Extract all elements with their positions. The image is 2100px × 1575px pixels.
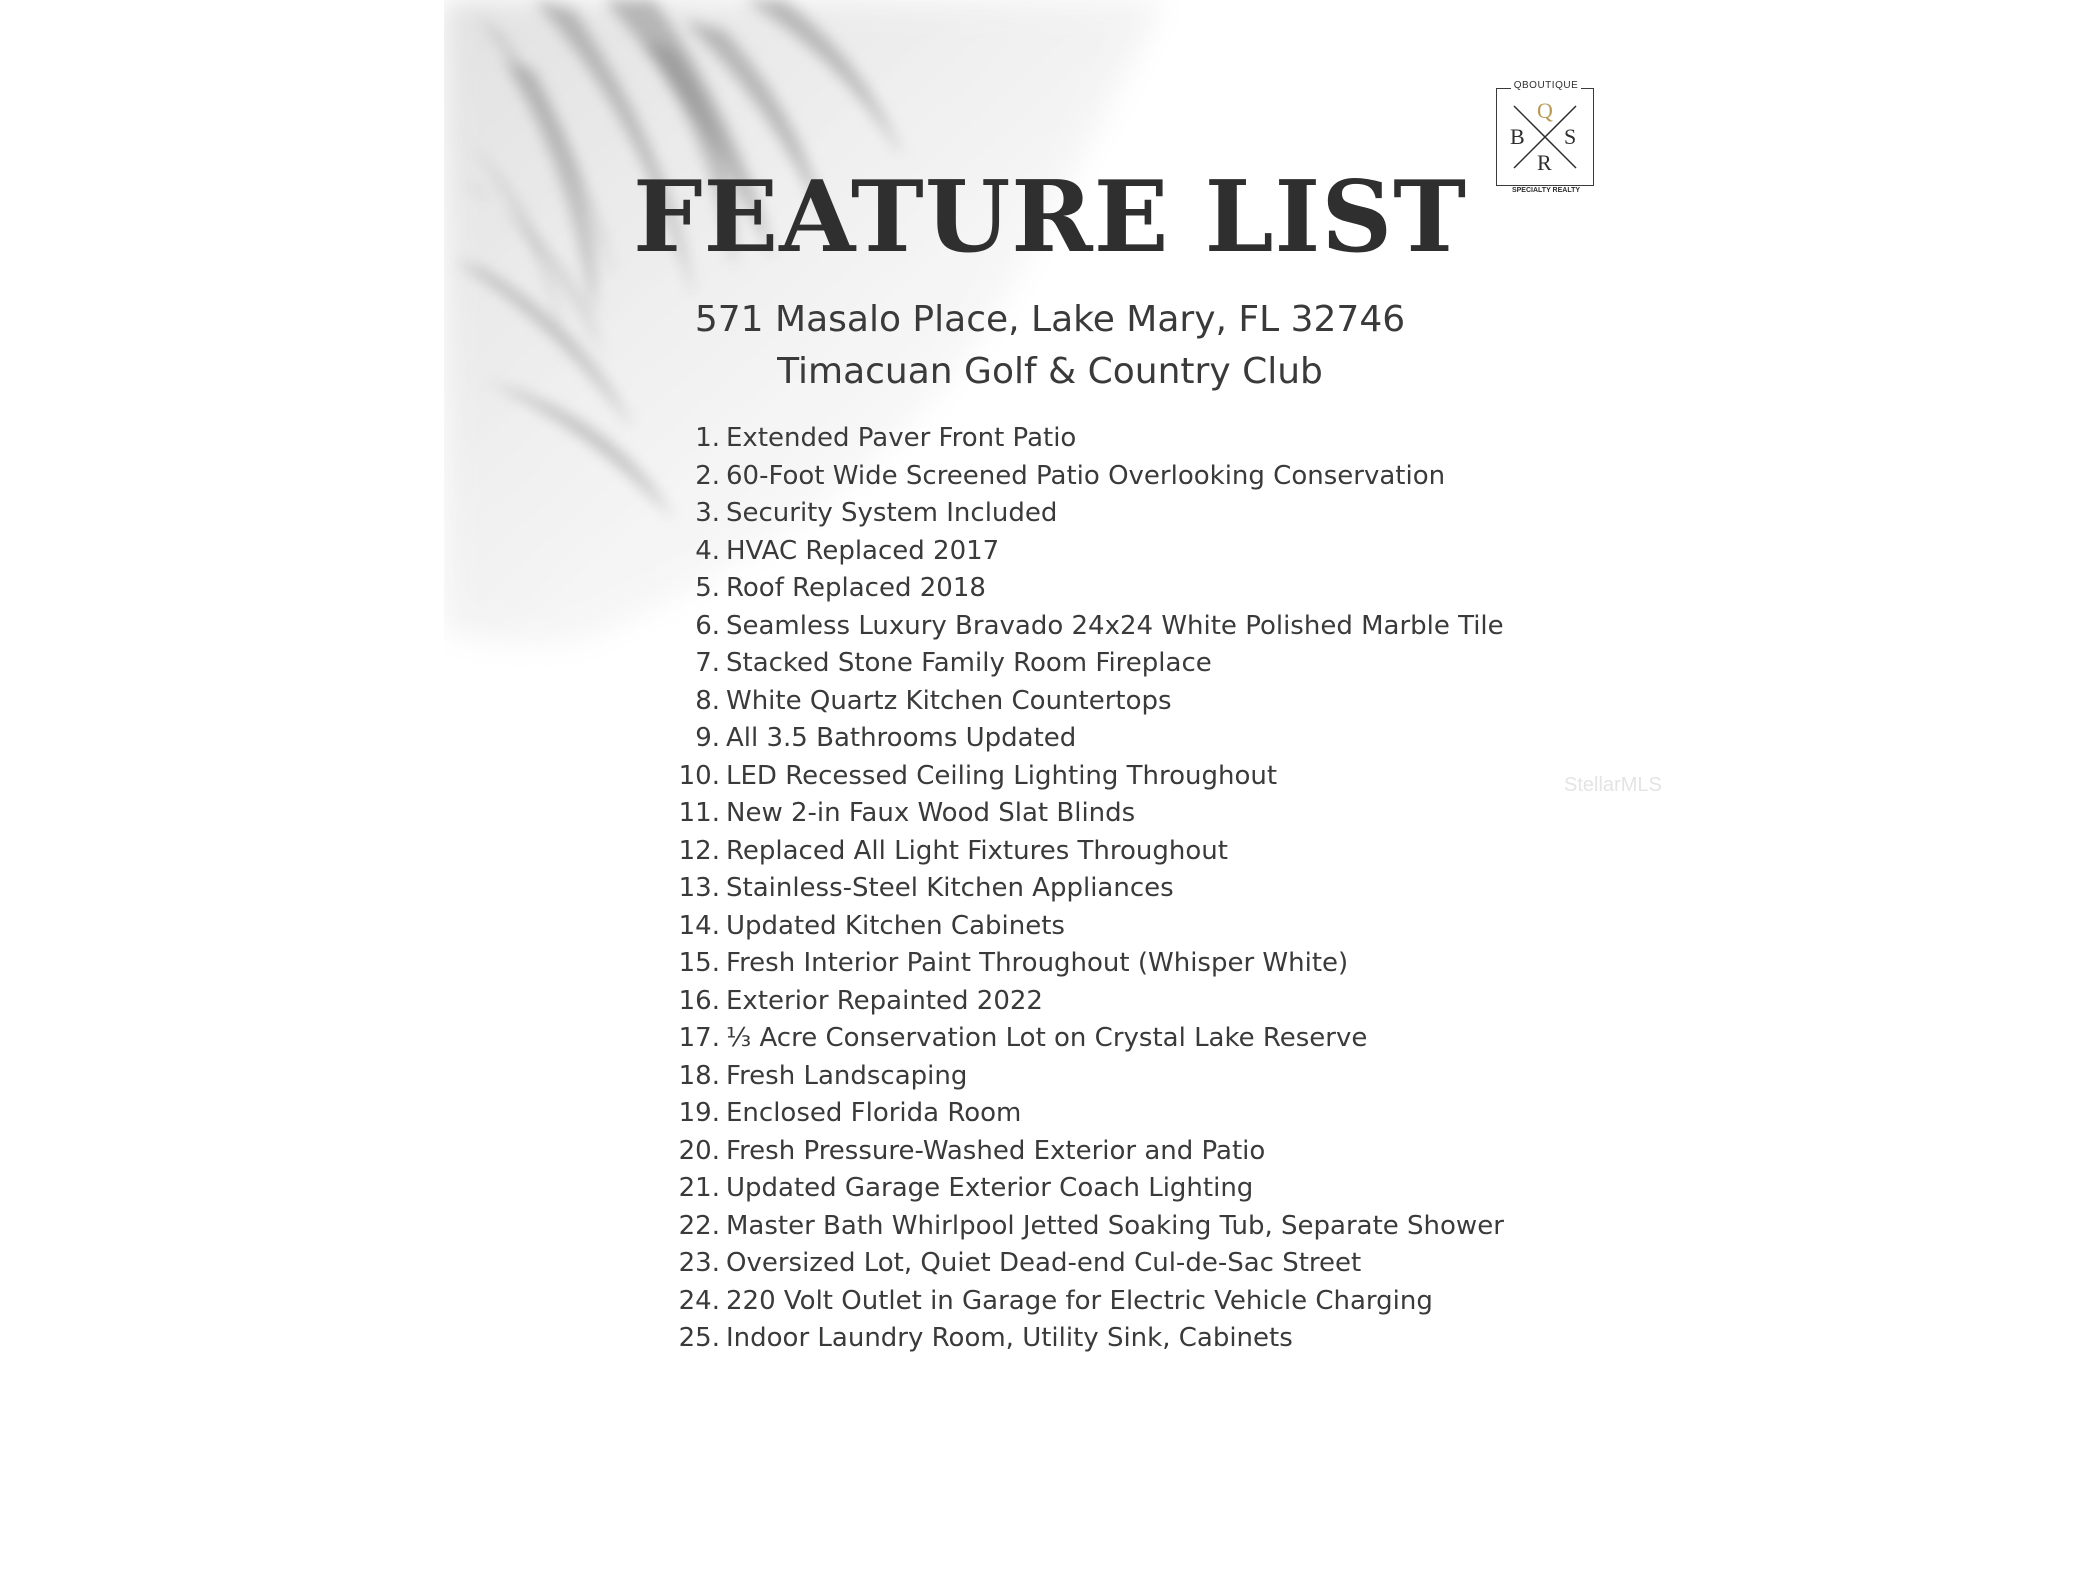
- feature-number: 16.: [678, 985, 720, 1016]
- watermark: StellarMLS: [1564, 774, 1662, 796]
- feature-item: [660, 645, 1760, 683]
- feature-text: Updated Garage Exterior Coach Lighting: [726, 1173, 1254, 1203]
- feature-item: [660, 608, 1760, 646]
- feature-text: New 2-in Faux Wood Slat Blinds: [726, 798, 1136, 828]
- feature-item: [660, 1095, 1760, 1133]
- feature-text: Oversized Lot, Quiet Dead-end Cul-de-Sac Street: [726, 1248, 1362, 1278]
- feature-text: Enclosed Florida Room: [726, 1098, 1022, 1128]
- logo-letter-s: S: [1564, 124, 1577, 149]
- feature-text: 220 Volt Outlet in Garage for Electric Vehicle Charging: [726, 1285, 1433, 1316]
- feature-text: Stainless-Steel Kitchen Appliances: [726, 873, 1174, 903]
- feature-text: Security System Included: [726, 498, 1058, 528]
- feature-text: Extended Paver Front Patio: [726, 423, 1077, 453]
- feature-item: [660, 533, 1760, 571]
- feature-item: [660, 1020, 1760, 1058]
- feature-number: 23.: [678, 1248, 720, 1278]
- feature-item: [660, 1283, 1760, 1321]
- feature-number: 25.: [678, 1323, 720, 1353]
- feature-text: Fresh Landscaping: [726, 1060, 968, 1091]
- feature-text: White Quartz Kitchen Countertops: [726, 685, 1172, 716]
- community-name: Timacuan Golf & Country Club: [777, 351, 1323, 392]
- feature-text: Updated Kitchen Cabinets: [726, 910, 1065, 941]
- feature-number: 2.: [695, 460, 720, 491]
- feature-text: All 3.5 Bathrooms Updated: [726, 723, 1077, 753]
- feature-number: 22.: [678, 1210, 720, 1241]
- feature-text: Master Bath Whirlpool Jetted Soaking Tub, Separate Shower: [726, 1210, 1504, 1241]
- feature-number: 19.: [678, 1098, 720, 1128]
- feature-text: Seamless Luxury Bravado 24x24 White Polished Marble Tile: [726, 610, 1504, 641]
- feature-number: 13.: [678, 873, 720, 903]
- feature-number: 11.: [678, 798, 720, 828]
- feature-item: [660, 683, 1760, 721]
- feature-item: [660, 908, 1760, 946]
- feature-number: 20.: [678, 1135, 720, 1166]
- feature-number: 18.: [678, 1060, 720, 1091]
- feature-number: 7.: [695, 648, 720, 678]
- property-address: 571 Masalo Place, Lake Mary, FL 32746: [694, 299, 1406, 340]
- feature-text: Exterior Repainted 2022: [726, 985, 1043, 1016]
- feature-item: [660, 945, 1760, 983]
- logo-top-text: QBOUTIQUE: [1496, 80, 1596, 91]
- feature-item: [660, 1245, 1760, 1283]
- feature-number: 9.: [695, 723, 720, 753]
- feature-text: Stacked Stone Family Room Fireplace: [726, 648, 1212, 678]
- feature-list: [660, 420, 1760, 1358]
- feature-number: 21.: [678, 1173, 720, 1203]
- feature-item: [660, 870, 1760, 908]
- feature-number: 10.: [678, 760, 720, 791]
- feature-text: 60-Foot Wide Screened Patio Overlooking Conservation: [726, 460, 1446, 491]
- feature-item: [660, 1320, 1760, 1358]
- feature-number: 5.: [695, 573, 720, 603]
- logo-letter-b: B: [1510, 124, 1525, 149]
- feature-text: ⅓ Acre Conservation Lot on Crystal Lake Reserve: [726, 1023, 1368, 1053]
- feature-item: [660, 720, 1760, 758]
- logo-bottom-text: SPECIALTY REALTY: [1496, 187, 1596, 194]
- feature-number: 1.: [695, 423, 720, 453]
- page-title: FEATURE LIST: [632, 160, 1468, 275]
- feature-text: HVAC Replaced 2017: [726, 535, 1000, 566]
- feature-item: [660, 1208, 1760, 1246]
- feature-text: Indoor Laundry Room, Utility Sink, Cabinets: [726, 1323, 1293, 1353]
- feature-item: [660, 495, 1760, 533]
- feature-item: [660, 1133, 1760, 1171]
- feature-item: [660, 833, 1760, 871]
- feature-item: [660, 795, 1760, 833]
- feature-number: 4.: [695, 535, 720, 566]
- feature-text: Replaced All Light Fixtures Throughout: [726, 835, 1228, 866]
- logo-letter-q: Q: [1537, 98, 1553, 123]
- feature-number: 15.: [678, 948, 720, 978]
- feature-number: 14.: [678, 910, 720, 941]
- feature-text: LED Recessed Ceiling Lighting Throughout: [726, 760, 1278, 791]
- feature-number: 8.: [695, 685, 720, 716]
- feature-number: 12.: [678, 835, 720, 866]
- feature-item: [660, 420, 1760, 458]
- feature-number: 17.: [678, 1023, 720, 1053]
- feature-number: 6.: [695, 610, 720, 641]
- feature-item: [660, 458, 1760, 496]
- feature-item: [660, 1170, 1760, 1208]
- logo-letter-r: R: [1537, 150, 1552, 175]
- feature-text: Fresh Interior Paint Throughout (Whisper White): [726, 948, 1349, 978]
- feature-number: 24.: [678, 1285, 720, 1316]
- feature-text: Fresh Pressure-Washed Exterior and Patio: [726, 1135, 1266, 1166]
- feature-item: [660, 1058, 1760, 1096]
- feature-item: [660, 983, 1760, 1021]
- feature-text: Roof Replaced 2018: [726, 573, 986, 603]
- feature-item: [660, 570, 1760, 608]
- feature-number: 3.: [695, 498, 720, 528]
